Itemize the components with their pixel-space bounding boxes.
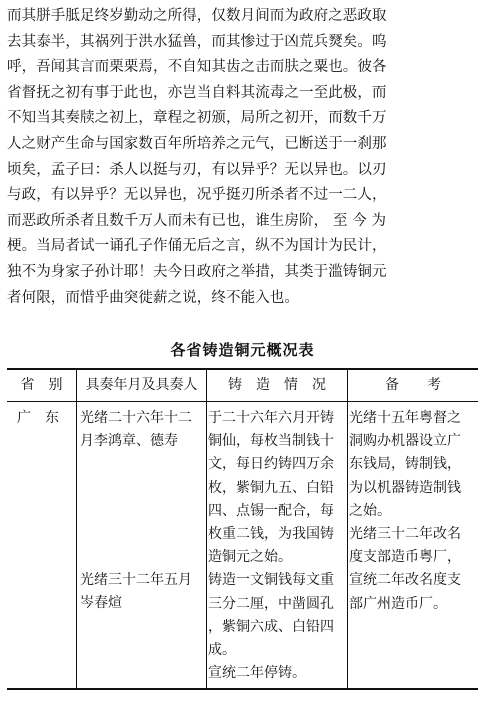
casting-line: 宣统二年停铸。 — [208, 665, 306, 682]
table-bottom-rule — [7, 688, 478, 690]
casting-line: 枚，紫铜九五、白铅 — [208, 479, 334, 496]
text-line: 而恶政所杀者且数千万人而未有已也，谁生房阶， 至 今 为 — [7, 212, 387, 229]
casting-line: 铜仙，每枚当制钱十 — [208, 433, 334, 450]
text-line: 独不为身家子孙计耶！夫今日政府之举措，其类于滥铸铜元 — [7, 263, 387, 280]
text-line: 与政，有以异乎？无以异也，况乎挺刃所杀者不过一二人， — [7, 187, 387, 204]
header-remarks: 备 考 — [385, 377, 441, 393]
memorial-line: 岑春煊 — [80, 595, 122, 612]
casting-line: ，紫铜六成、白铅四 — [208, 618, 334, 635]
memorial-cell-1 — [80, 407, 205, 453]
text-line: 者何限，而惜乎曲突徙薪之说，终不能入也。 — [7, 289, 299, 306]
table-title: 各省铸造铜元概况表 — [170, 341, 315, 359]
memorial-line: 光绪三十二年五月 — [80, 572, 192, 588]
text-line: 不知当其奏牍之初上，章程之初颁，局所之初开，而数千万 — [7, 110, 387, 127]
memorial-line: 光绪二十六年十二 — [80, 410, 192, 426]
memorial-cell-2 — [80, 569, 205, 615]
header-province: 省 别 — [20, 377, 63, 393]
text-line: 人之财产生命与国家数百年所培养之元气，已断送于一刹那 — [7, 135, 387, 152]
header-memorial: 具奏年月及具奏人 — [85, 377, 198, 393]
remarks-line: 宣统二年改名度支 — [349, 572, 461, 589]
casting-line: 成。 — [208, 641, 236, 658]
text-line: 省督抚之初有事于此也，亦岂当自料其流毒之一至此极，而 — [7, 84, 387, 101]
text-line: 而其胼手胝足终岁勤动之所得，仅数月间而为政府之恶政取 — [7, 8, 387, 24]
remarks-cell — [349, 407, 477, 616]
casting-line: 三分二厘，中凿圆孔 — [208, 595, 334, 612]
province-cell — [17, 407, 75, 430]
remarks-line: 部广州造币厂。 — [349, 595, 447, 612]
remarks-line: 度支部造币粤厂， — [349, 549, 461, 566]
remarks-line: 洞购办机器设立广 — [349, 433, 461, 450]
body-paragraph — [7, 4, 479, 311]
casting-line: 造铜元之始。 — [208, 549, 292, 566]
column-divider — [347, 368, 348, 688]
casting-cell — [208, 407, 346, 685]
column-divider — [76, 368, 77, 688]
remarks-line: 东钱局，铸制钱， — [349, 456, 461, 473]
header-casting: 铸 造 情 况 — [228, 377, 326, 393]
table-top-rule — [7, 368, 478, 370]
text-line: 去其泰半，其祸列于洪水猛兽，而其惨过于凶荒兵燹矣。呜 — [7, 33, 387, 50]
casting-line: 文，每日约铸四万余 — [208, 456, 334, 473]
casting-line: 于二十六年六月开铸 — [208, 410, 334, 426]
table-header-rule — [7, 401, 478, 402]
text-line: 呼，吾闻其言而栗栗焉，不自知其齿之击而肤之粟也。彼各 — [7, 59, 387, 76]
province-name: 广 东 — [17, 410, 59, 426]
casting-line: 四、点锡一配合，每 — [208, 502, 334, 519]
text-line: 顷矣，孟子曰：杀人以挺与刃，有以异乎？无以异也。以刃 — [7, 161, 387, 178]
remarks-line: 光绪三十二年改名 — [349, 525, 461, 542]
casting-line: 枚重二钱，为我国铸 — [208, 525, 334, 542]
remarks-line: 为以机器铸造制钱 — [349, 479, 461, 496]
column-divider — [206, 368, 207, 688]
remarks-line: 之始。 — [349, 502, 391, 519]
text-line: 梗。当局者试一诵孔子作俑无后之言，纵不为国计为民计， — [7, 238, 387, 255]
memorial-line: 月李鸿章、德寿 — [80, 433, 178, 450]
casting-line: 铸造一文铜钱每文重 — [208, 572, 334, 589]
remarks-line: 光绪十五年粤督之 — [349, 410, 461, 426]
copper-coin-table — [7, 368, 478, 694]
